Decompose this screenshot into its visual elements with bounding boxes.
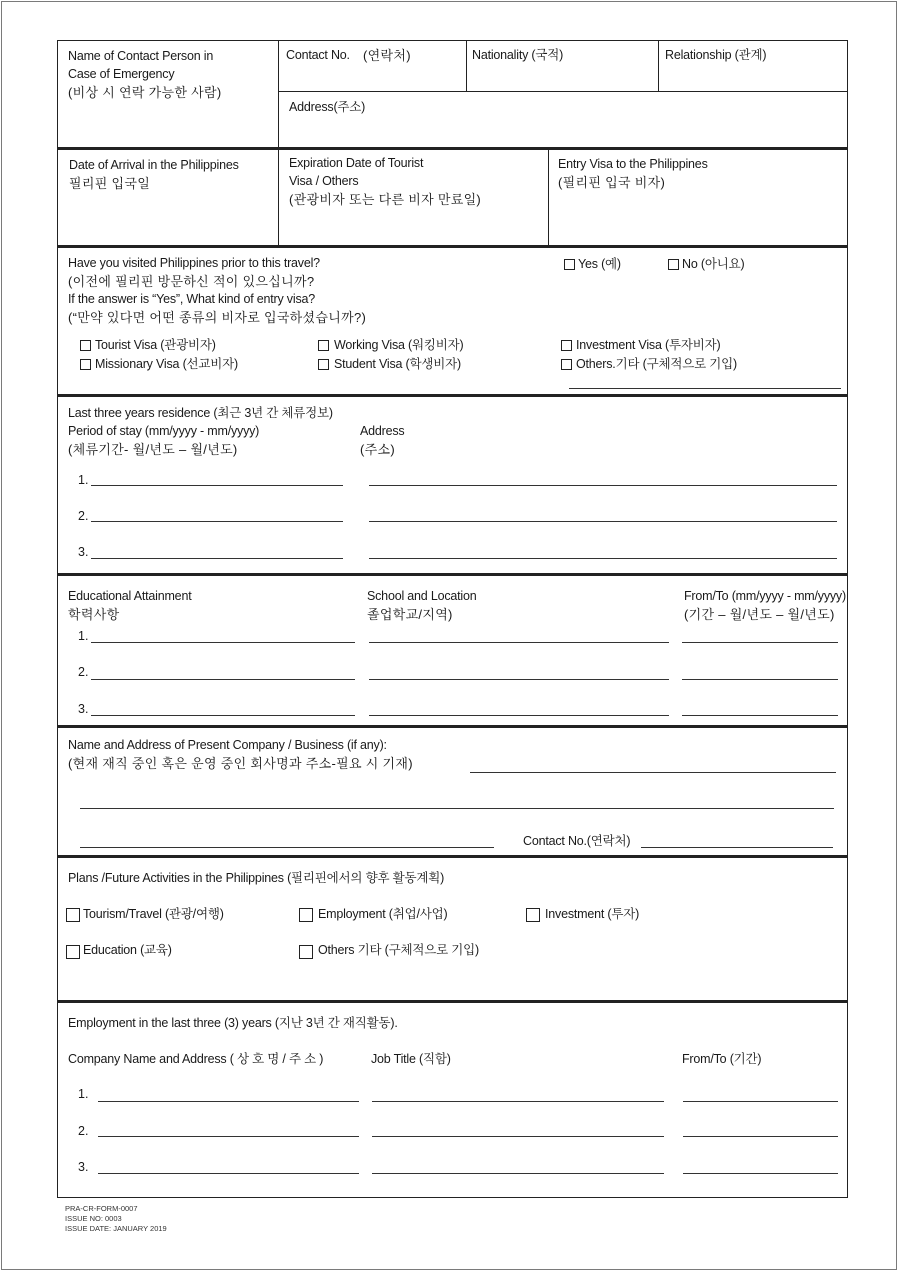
tourism-label: Tourism/Travel (관광/여행) xyxy=(83,907,224,921)
no-label: No (아니요) xyxy=(682,257,745,271)
emergency-name-label-ko: (비상 시 연락 가능한 사람) xyxy=(68,85,222,100)
issue-date: ISSUE DATE: JANUARY 2019 xyxy=(65,1224,167,1233)
residence-period-input-1[interactable] xyxy=(91,485,343,486)
others-label: Others 기타 (구체적으로 기입) xyxy=(318,943,479,957)
section-divider xyxy=(58,573,848,576)
investment-visa-checkbox[interactable] xyxy=(561,340,572,351)
education-school-input-2[interactable] xyxy=(369,679,669,680)
education-fromto-label: From/To (mm/yyyy - mm/yyyy) xyxy=(684,589,846,603)
working-visa-checkbox[interactable] xyxy=(318,340,329,351)
education-title-input-2[interactable] xyxy=(91,679,355,680)
row-number: 1. xyxy=(78,1087,89,1101)
company-title-ko: (현재 재직 중인 혹은 운영 중인 회사명과 주소-필요 시 기재) xyxy=(68,756,413,771)
employment-fromto-input-3[interactable] xyxy=(683,1173,838,1174)
section-divider xyxy=(58,394,848,397)
yes-checkbox[interactable] xyxy=(564,259,575,270)
employment-fromto-label: From/To (기간) xyxy=(682,1052,762,1066)
row-number: 3. xyxy=(78,1160,89,1174)
application-form xyxy=(57,40,848,1198)
visa-expiry-label-ko: (관광비자 또는 다른 비자 만료일) xyxy=(289,192,482,207)
others-visa-label: Others.기타 (구체적으로 기입) xyxy=(576,357,737,371)
employment-job-label: Job Title (직함) xyxy=(371,1052,451,1066)
education-fromto-input-1[interactable] xyxy=(682,642,838,643)
row-number: 3. xyxy=(78,545,89,559)
education-school-input-3[interactable] xyxy=(369,715,669,716)
company-contact-label: Contact No.(연락처) xyxy=(523,834,631,848)
working-visa-label: Working Visa (워킹비자) xyxy=(334,338,464,352)
row-number: 1. xyxy=(78,473,89,487)
period-label-ko: (체류기간- 월/년도 – 월/년도) xyxy=(68,442,238,457)
visited-question-ko: (이전에 필리핀 방문하신 적이 있으십니까? xyxy=(68,274,315,289)
residence-address-input-3[interactable] xyxy=(369,558,837,559)
residence-address-input-1[interactable] xyxy=(369,485,837,486)
company-name-input[interactable] xyxy=(470,772,836,773)
education-checkbox[interactable] xyxy=(66,945,80,959)
company-address-input[interactable] xyxy=(80,808,834,809)
plans-title: Plans /Future Activities in the Philippines (필리핀에서의 향후 활동계획) xyxy=(68,871,445,885)
employment-checkbox[interactable] xyxy=(299,908,313,922)
education-title-input-3[interactable] xyxy=(91,715,355,716)
relationship-label: Relationship (관계) xyxy=(665,48,767,62)
employment-job-input-2[interactable] xyxy=(372,1136,664,1137)
education-title-input-1[interactable] xyxy=(91,642,355,643)
residence-period-input-2[interactable] xyxy=(91,521,343,522)
residence-address-label-ko: (주소) xyxy=(360,442,395,457)
education-fromto-input-2[interactable] xyxy=(682,679,838,680)
divider xyxy=(278,91,848,92)
others-checkbox[interactable] xyxy=(299,945,313,959)
contact-no-label-ko: (연락처) xyxy=(363,48,411,63)
education-title: Educational Attainment xyxy=(68,589,192,603)
tourist-visa-checkbox[interactable] xyxy=(80,340,91,351)
investment-visa-label: Investment Visa (투자비자) xyxy=(576,338,721,352)
row-number: 3. xyxy=(78,702,89,716)
divider xyxy=(278,149,279,246)
visa-kind-question-ko: (“만약 있다면 어떤 종류의 비자로 입국하셨습니까?) xyxy=(68,310,367,325)
missionary-visa-label: Missionary Visa (선교비자) xyxy=(95,357,238,371)
employment-label: Employment (취업/사업) xyxy=(318,907,448,921)
company-contact-input[interactable] xyxy=(641,847,833,848)
company-title: Name and Address of Present Company / Business (if any): xyxy=(68,738,387,752)
employment-company-input-3[interactable] xyxy=(98,1173,359,1174)
employment-company-input-2[interactable] xyxy=(98,1136,359,1137)
education-title-ko: 학력사항 xyxy=(68,607,120,622)
education-label: Education (교육) xyxy=(83,943,172,957)
visa-kind-question: If the answer is “Yes”, What kind of entry visa? xyxy=(68,292,315,306)
residence-period-input-3[interactable] xyxy=(91,558,343,559)
residence-address-input-2[interactable] xyxy=(369,521,837,522)
employment-fromto-input-1[interactable] xyxy=(683,1101,838,1102)
address-label: Address(주소) xyxy=(289,100,366,114)
arrival-date-label: Date of Arrival in the Philippines xyxy=(69,158,239,172)
section-divider xyxy=(58,245,848,248)
divider xyxy=(278,41,279,149)
school-label-ko: 졸업학교/지역) xyxy=(367,607,453,622)
education-fromto-input-3[interactable] xyxy=(682,715,838,716)
divider xyxy=(548,149,549,246)
yes-label: Yes (예) xyxy=(578,257,621,271)
investment-label: Investment (투자) xyxy=(545,907,640,921)
arrival-date-label-ko: 필리핀 입국일 xyxy=(69,176,151,191)
period-label: Period of stay (mm/yyyy - mm/yyyy) xyxy=(68,424,260,438)
emergency-name-label: Name of Contact Person in xyxy=(68,49,214,63)
employment-company-input-1[interactable] xyxy=(98,1101,359,1102)
row-number: 1. xyxy=(78,629,89,643)
emergency-name-label-2: Case of Emergency xyxy=(68,67,175,81)
student-visa-checkbox[interactable] xyxy=(318,359,329,370)
visa-expiry-label: Expiration Date of Tourist xyxy=(289,156,424,170)
tourism-checkbox[interactable] xyxy=(66,908,80,922)
employment-job-input-3[interactable] xyxy=(372,1173,664,1174)
form-number: PRA-CR-FORM-0007 xyxy=(65,1204,138,1213)
issue-number: ISSUE NO: 0003 xyxy=(65,1214,122,1223)
nationality-label: Nationality (국적) xyxy=(472,48,564,62)
employment-title: Employment in the last three (3) years (지난 3년 간 재직활동). xyxy=(68,1016,398,1030)
entry-visa-label-ko: (필리핀 입국 비자) xyxy=(558,175,666,190)
section-divider xyxy=(58,725,848,728)
divider xyxy=(466,41,467,91)
section-divider xyxy=(58,147,848,150)
student-visa-label: Student Visa (학생비자) xyxy=(334,357,461,371)
residence-address-label: Address xyxy=(360,424,405,438)
no-checkbox[interactable] xyxy=(668,259,679,270)
tourist-visa-label: Tourist Visa (관광비자) xyxy=(95,338,216,352)
employment-job-input-1[interactable] xyxy=(372,1101,664,1102)
company-address-input-2[interactable] xyxy=(80,847,494,848)
row-number: 2. xyxy=(78,1124,89,1138)
row-number: 2. xyxy=(78,509,89,523)
others-visa-checkbox[interactable] xyxy=(561,359,572,370)
education-fromto-label-ko: (기간 – 월/년도 – 월/년도) xyxy=(684,607,835,622)
others-visa-input[interactable] xyxy=(569,388,841,389)
school-label: School and Location xyxy=(367,589,477,603)
row-number: 2. xyxy=(78,665,89,679)
employment-fromto-input-2[interactable] xyxy=(683,1136,838,1137)
divider xyxy=(658,41,659,91)
section-divider xyxy=(58,855,848,858)
entry-visa-label: Entry Visa to the Philippines xyxy=(558,157,708,171)
contact-no-label: Contact No. xyxy=(286,48,350,62)
missionary-visa-checkbox[interactable] xyxy=(80,359,91,370)
visited-question: Have you visited Philippines prior to this travel? xyxy=(68,256,320,270)
education-school-input-1[interactable] xyxy=(369,642,669,643)
employment-company-label: Company Name and Address ( 상 호 명 / 주 소 ) xyxy=(68,1052,324,1066)
section-divider xyxy=(58,1000,848,1003)
investment-checkbox[interactable] xyxy=(526,908,540,922)
visa-expiry-label-2: Visa / Others xyxy=(289,174,359,188)
residence-title: Last three years residence (최근 3년 간 체류정보) xyxy=(68,406,333,420)
